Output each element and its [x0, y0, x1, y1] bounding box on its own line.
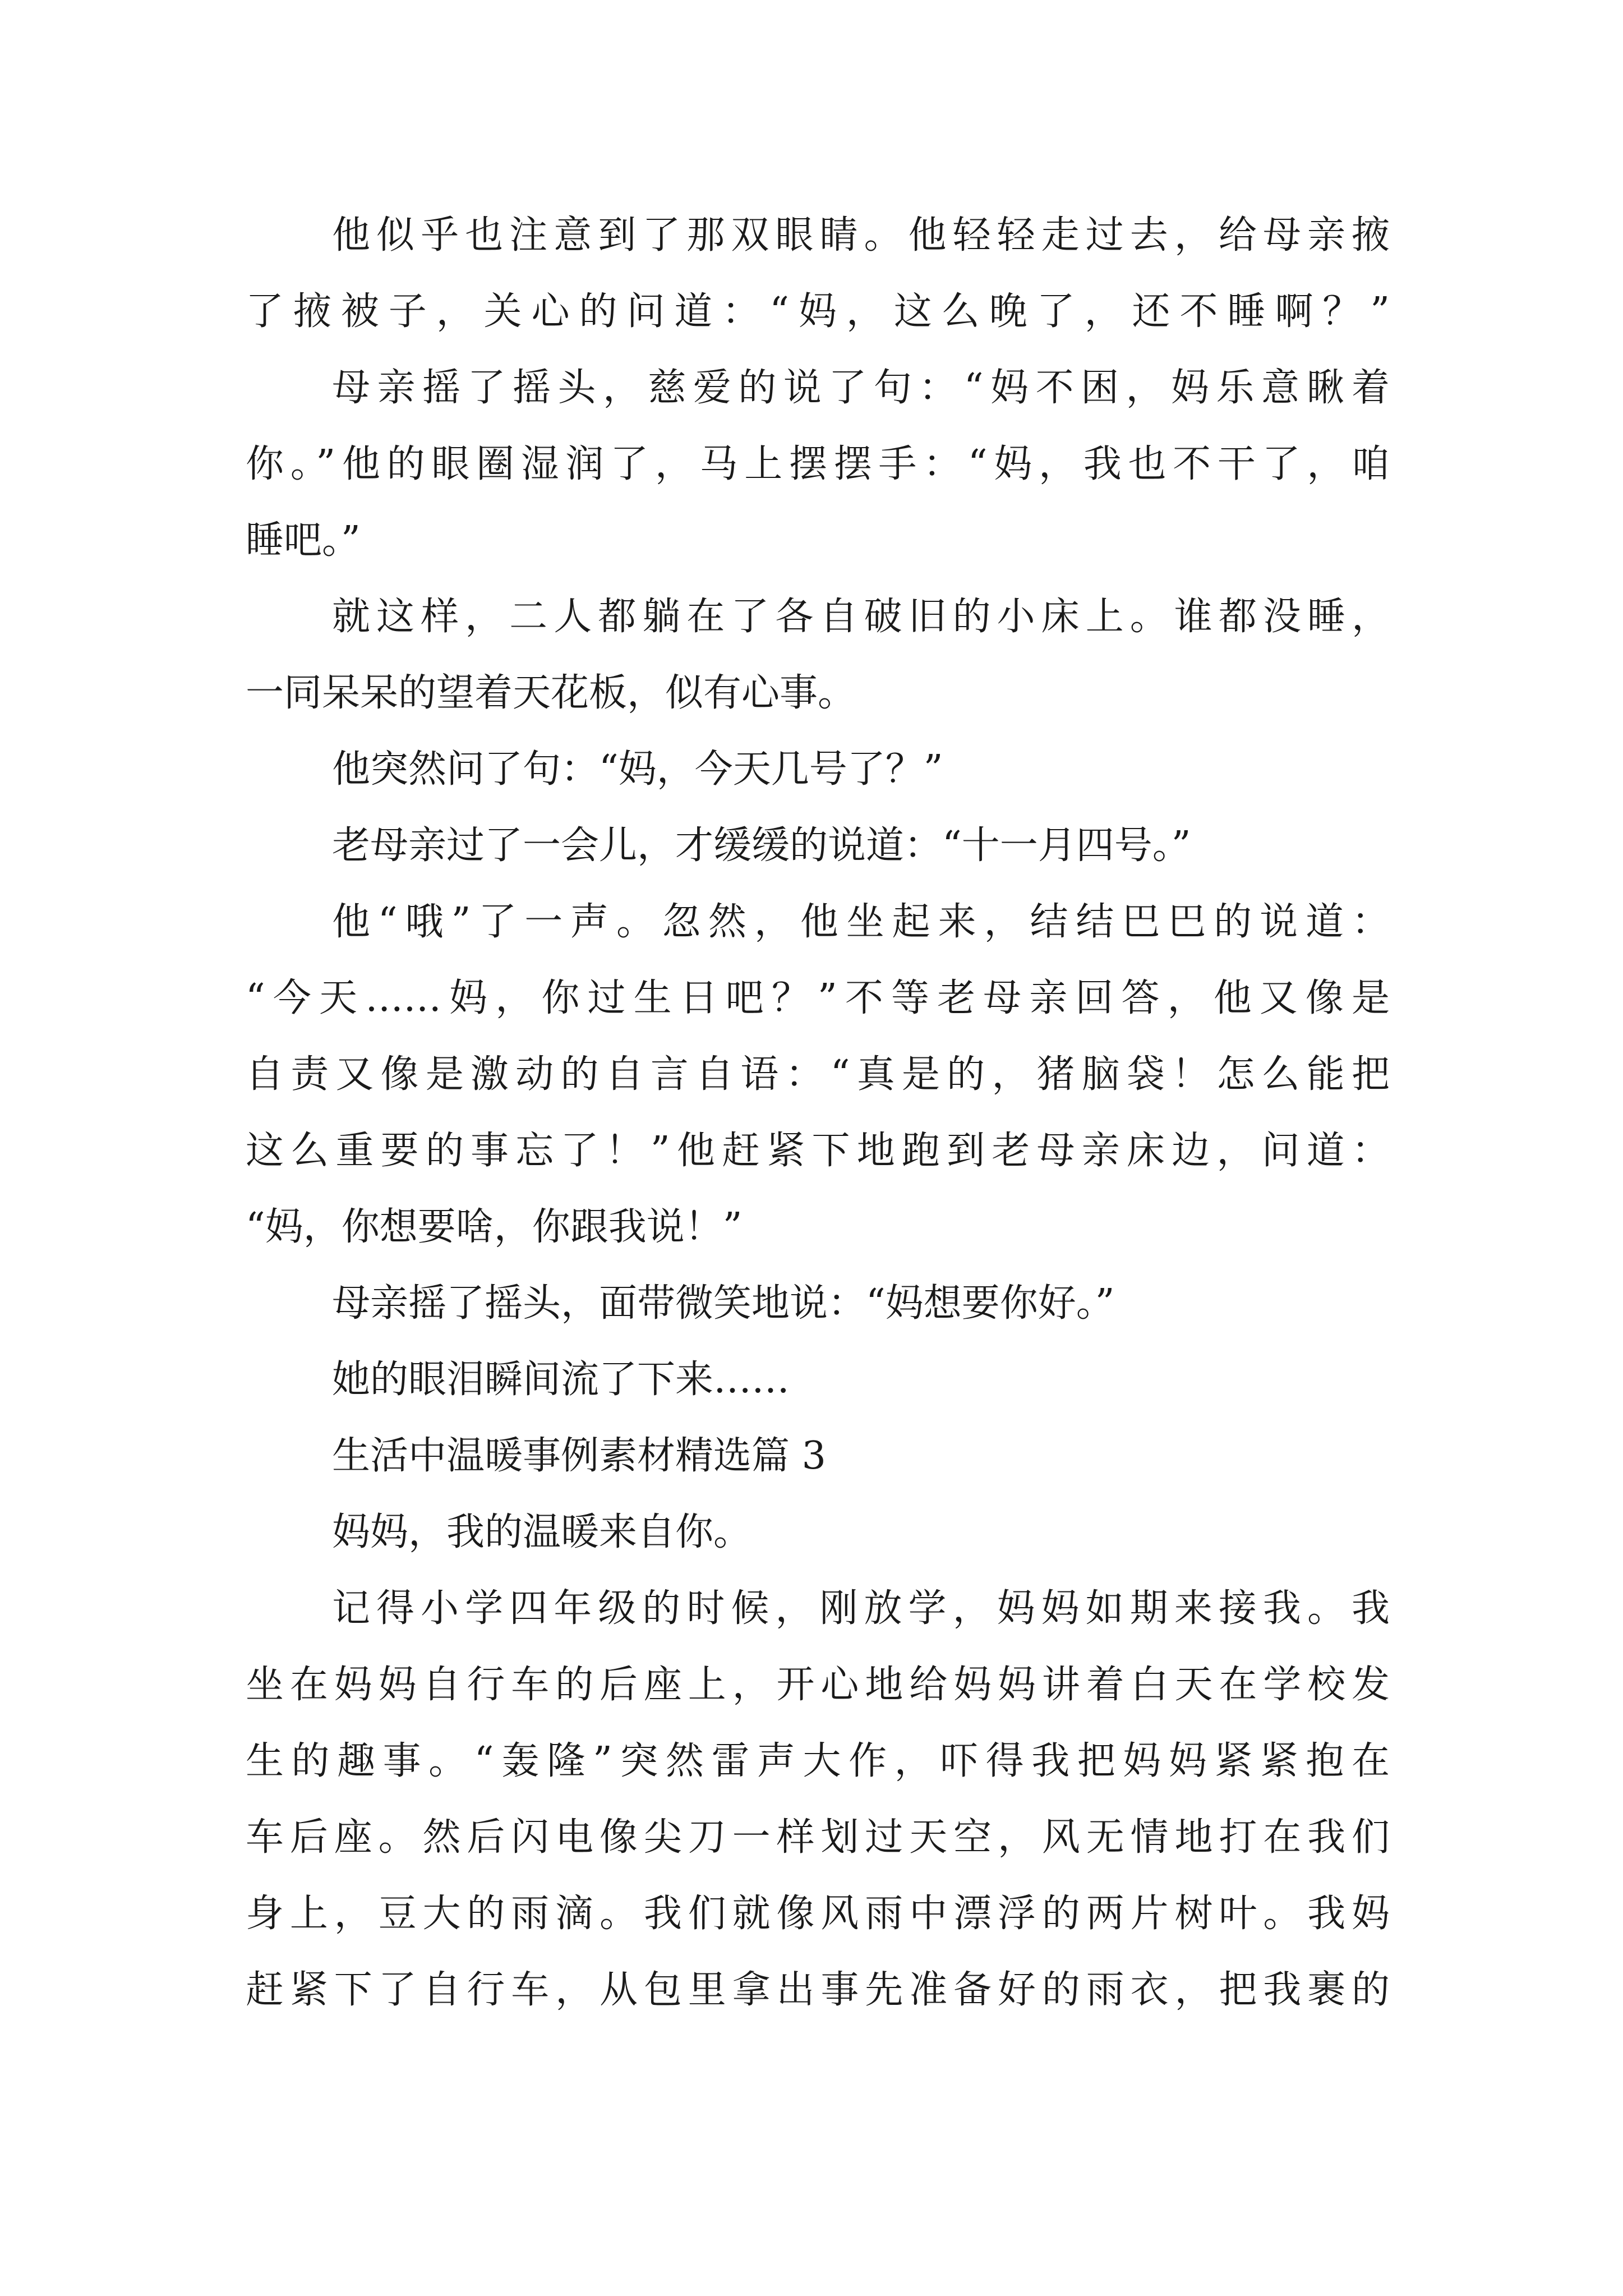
text-line: 老母亲过了一会儿，才缓缓的说道：“十一月四号。” — [332, 823, 1191, 868]
text-line: “今天……妈，你过生日吧？”不等老母亲回答，他又像是 — [246, 976, 1390, 1020]
text-line: 母亲摇了摇头，面带微笑地说：“妈想要你好。” — [332, 1281, 1115, 1326]
text-line: 这么重要的事忘了！”他赶紧下地跑到老母亲床边，问道： — [246, 1129, 1390, 1173]
section-heading: 生活中温暖事例素材精选篇 3 — [332, 1434, 826, 1478]
text-line: 一同呆呆的望着天花板，似有心事。 — [246, 671, 856, 715]
text-line: 他似乎也注意到了那双眼睛。他轻轻走过去，给母亲掖 — [332, 213, 1390, 257]
text-line: 坐在妈妈自行车的后座上，开心地给妈妈讲着白天在学校发 — [246, 1663, 1390, 1707]
text-line: 自责又像是激动的自言自语：“真是的，猪脑袋！怎么能把 — [246, 1052, 1390, 1097]
text-line: 生的趣事。“轰隆”突然雷声大作，吓得我把妈妈紧紧抱在 — [246, 1739, 1390, 1783]
text-line: 了掖被子，关心的问道：“妈，这么晚了，还不睡啊？” — [246, 289, 1390, 334]
text-line: 车后座。然后闪电像尖刀一样划过天空，风无情地打在我们 — [246, 1815, 1390, 1860]
text-line: 妈妈，我的温暖来自你。 — [332, 1510, 752, 1554]
text-line: 记得小学四年级的时候，刚放学，妈妈如期来接我。我 — [332, 1586, 1390, 1631]
text-line: 身上，豆大的雨滴。我们就像风雨中漂浮的两片树叶。我妈 — [246, 1892, 1390, 1936]
text-line: 你。”他的眼圈湿润了，马上摆摆手：“妈，我也不干了，咱 — [246, 442, 1390, 486]
text-line: 睡吧。” — [246, 518, 361, 563]
text-line: 她的眼泪瞬间流了下来…… — [332, 1358, 790, 1402]
text-line: 他“哦”了一声。忽然，他坐起来，结结巴巴的说道： — [332, 900, 1390, 944]
text-line: “妈，你想要啥，你跟我说！” — [246, 1205, 743, 1249]
text-line: 母亲摇了摇头，慈爱的说了句：“妈不困，妈乐意瞅着 — [332, 366, 1390, 410]
text-line: 赶紧下了自行车，从包里拿出事先准备好的雨衣，把我裹的 — [246, 1968, 1390, 2012]
text-line: 就这样，二人都躺在了各自破旧的小床上。谁都没睡， — [332, 595, 1390, 639]
text-line: 他突然问了句：“妈，今天几号了？” — [332, 747, 943, 792]
